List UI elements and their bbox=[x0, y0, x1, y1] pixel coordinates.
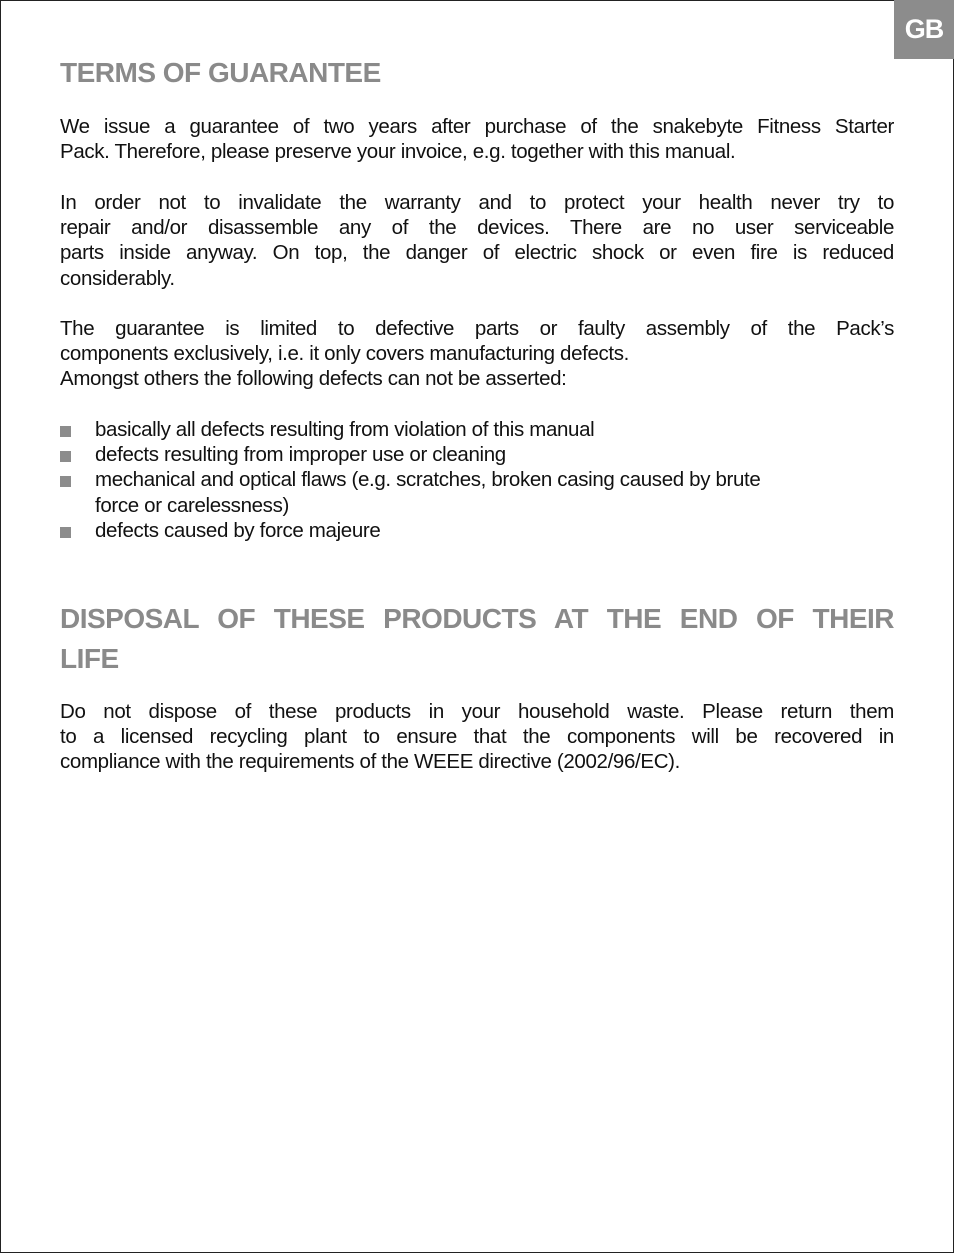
square-bullet-icon bbox=[60, 426, 71, 437]
limitation-paragraph bbox=[60, 316, 894, 392]
text-line: We issue a guarantee of two years after purchase of the snakebyte Fitness Starter bbox=[60, 115, 894, 138]
text-line: parts inside anyway. On top, the danger of electric shock or even fire is reduced bbox=[60, 241, 894, 265]
excluded-defects-list bbox=[60, 417, 894, 543]
heading-line: TERMS OF GUARANTEE bbox=[60, 57, 381, 88]
text-line: repair and/or disassemble any of the devices. There are no user serviceable bbox=[60, 216, 894, 240]
square-bullet-icon bbox=[60, 476, 71, 487]
text-line: defects resulting from improper use or cleaning bbox=[95, 443, 506, 467]
guarantee-paragraph bbox=[60, 114, 894, 164]
list-item bbox=[60, 467, 894, 517]
text-line: considerably. bbox=[60, 266, 175, 290]
text-line: In order not to invalidate the warranty and to protect your health never try to bbox=[60, 191, 894, 214]
text-line: defects caused by force majeure bbox=[95, 518, 381, 542]
text-line: basically all defects resulting from violation of this manual bbox=[95, 418, 595, 441]
warranty-paragraph bbox=[60, 190, 894, 291]
disposal-heading bbox=[60, 599, 894, 679]
text-line: compliance with the requirements of the WEEE directive (2002/96/EC). bbox=[60, 750, 680, 774]
disposal-paragraph bbox=[60, 699, 894, 775]
text-line: components exclusively, i.e. it only covers manufacturing defects. bbox=[60, 342, 630, 366]
text-line: mechanical and optical flaws (e.g. scratches, broken casing caused by brute bbox=[95, 468, 761, 492]
text-line: Pack. Therefore, please preserve your invoice, e.g. together with this manual. bbox=[60, 140, 736, 164]
text-line: force or carelessness) bbox=[95, 493, 289, 517]
text-line: to a licensed recycling plant to ensure that the components will be recovered in bbox=[60, 725, 894, 749]
text-line: Do not dispose of these products in your household waste. Please return them bbox=[60, 700, 894, 723]
square-bullet-icon bbox=[60, 527, 71, 538]
square-bullet-icon bbox=[60, 451, 71, 462]
heading-line: DISPOSAL OF THESE PRODUCTS AT THE END OF THEIR bbox=[60, 603, 894, 634]
terms-heading bbox=[60, 53, 894, 93]
language-tab: GB bbox=[894, 0, 954, 59]
text-line: The guarantee is limited to defective parts or faulty assembly of the Pack’s bbox=[60, 317, 894, 340]
heading-line: LIFE bbox=[60, 643, 119, 674]
list-item bbox=[60, 417, 894, 442]
text-line: Amongst others the following defects can not be asserted: bbox=[60, 367, 567, 391]
list-item bbox=[60, 518, 894, 543]
list-item bbox=[60, 442, 894, 467]
